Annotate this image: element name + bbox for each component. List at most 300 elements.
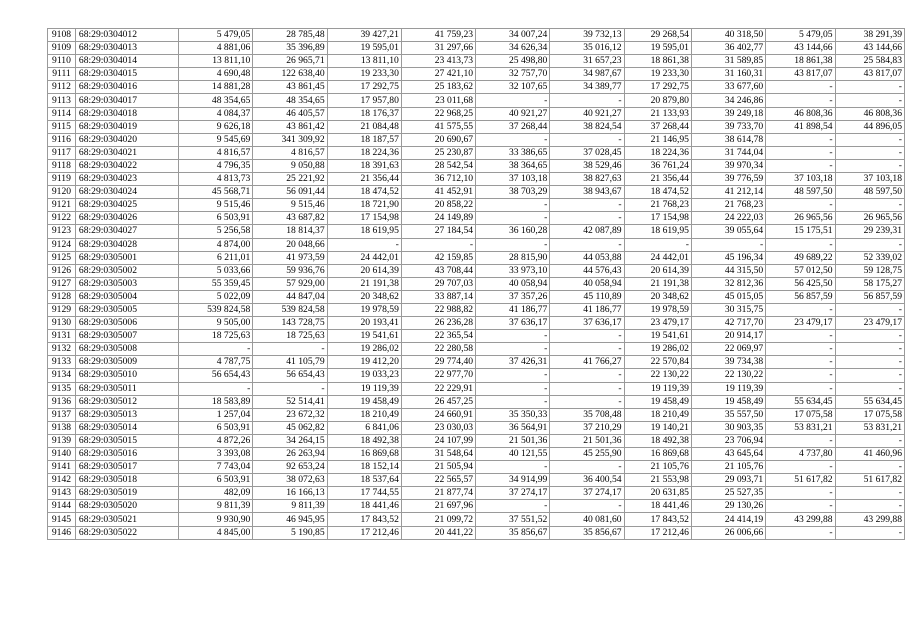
table-row xyxy=(48,408,905,421)
value-cell: 22 130,22 xyxy=(691,369,765,382)
value-cell: 22 570,84 xyxy=(624,356,691,369)
value-cell: 38 824,54 xyxy=(550,120,624,133)
value-cell: 36 564,91 xyxy=(476,421,550,434)
cadastral-number-cell: 68:29:0304024 xyxy=(75,186,178,199)
value-cell: - xyxy=(766,343,835,356)
value-cell: 21 768,23 xyxy=(691,199,765,212)
value-cell: 43 645,64 xyxy=(691,448,765,461)
value-cell: 26 263,94 xyxy=(253,448,327,461)
value-cell: 4 813,73 xyxy=(178,173,252,186)
value-cell: 5 479,05 xyxy=(766,29,835,42)
value-cell: 482,09 xyxy=(178,487,252,500)
value-cell: 56 654,43 xyxy=(178,369,252,382)
value-cell: 24 149,89 xyxy=(401,212,475,225)
value-cell: 4 816,57 xyxy=(253,146,327,159)
value-cell: 33 677,60 xyxy=(691,81,765,94)
value-cell: 35 557,50 xyxy=(691,408,765,421)
value-cell: - xyxy=(835,356,904,369)
value-cell: 4 872,26 xyxy=(178,434,252,447)
value-cell: 41 212,14 xyxy=(691,186,765,199)
value-cell: 9 811,39 xyxy=(253,500,327,513)
value-cell: 19 233,30 xyxy=(327,68,401,81)
value-cell: 38 291,39 xyxy=(835,29,904,42)
value-cell: 21 105,76 xyxy=(624,461,691,474)
value-cell: 57 929,00 xyxy=(253,277,327,290)
value-cell: - xyxy=(766,330,835,343)
value-cell: 41 575,55 xyxy=(401,120,475,133)
row-number-cell: 9133 xyxy=(48,356,76,369)
row-number-cell: 9129 xyxy=(48,303,76,316)
value-cell: 43 687,82 xyxy=(253,212,327,225)
row-number-cell: 9122 xyxy=(48,212,76,225)
value-cell: 18 725,63 xyxy=(178,330,252,343)
value-cell: - xyxy=(766,356,835,369)
value-cell: 21 505,94 xyxy=(401,461,475,474)
value-cell: 3 393,08 xyxy=(178,448,252,461)
value-cell: - xyxy=(624,238,691,251)
row-number-cell: 9114 xyxy=(48,107,76,120)
row-number-cell: 9146 xyxy=(48,526,76,539)
value-cell: - xyxy=(766,199,835,212)
value-cell: 19 119,39 xyxy=(691,382,765,395)
value-cell: 43 144,66 xyxy=(766,42,835,55)
value-cell: 37 268,44 xyxy=(476,120,550,133)
value-cell: 48 597,50 xyxy=(835,186,904,199)
value-cell: - xyxy=(835,343,904,356)
value-cell: 34 389,77 xyxy=(550,81,624,94)
value-cell: 30 315,75 xyxy=(691,303,765,316)
value-cell: 37 028,45 xyxy=(550,146,624,159)
table-row xyxy=(48,251,905,264)
value-cell: 20 614,39 xyxy=(624,264,691,277)
value-cell: 36 160,28 xyxy=(476,225,550,238)
cadastral-number-cell: 68:29:0305015 xyxy=(75,434,178,447)
value-cell: - xyxy=(835,434,904,447)
value-cell: 45 568,71 xyxy=(178,186,252,199)
table-row xyxy=(48,434,905,447)
value-cell: - xyxy=(178,382,252,395)
value-cell: 23 706,94 xyxy=(691,434,765,447)
cadastral-number-cell: 68:29:0305021 xyxy=(75,513,178,526)
value-cell: 4 874,00 xyxy=(178,238,252,251)
cadastral-number-cell: 68:29:0304021 xyxy=(75,146,178,159)
value-cell: 18 492,38 xyxy=(624,434,691,447)
value-cell: 21 356,44 xyxy=(327,173,401,186)
value-cell: 19 119,39 xyxy=(327,382,401,395)
value-cell: 43 817,07 xyxy=(835,68,904,81)
value-cell: 4 816,57 xyxy=(178,146,252,159)
value-cell: 40 921,27 xyxy=(476,107,550,120)
value-cell: 18 861,38 xyxy=(624,55,691,68)
value-cell: 35 708,48 xyxy=(550,408,624,421)
value-cell: - xyxy=(550,133,624,146)
cadastral-number-cell: 68:29:0305008 xyxy=(75,343,178,356)
value-cell: 25 221,92 xyxy=(253,173,327,186)
value-cell: - xyxy=(476,382,550,395)
value-cell: 31 297,66 xyxy=(401,42,475,55)
value-cell: 55 634,45 xyxy=(835,395,904,408)
value-cell: - xyxy=(476,238,550,251)
value-cell: 24 442,01 xyxy=(327,251,401,264)
cadastral-number-cell: 68:29:0304020 xyxy=(75,133,178,146)
row-number-cell: 9132 xyxy=(48,343,76,356)
value-cell: 20 348,62 xyxy=(327,290,401,303)
value-cell: 38 703,29 xyxy=(476,186,550,199)
value-cell: 52 339,02 xyxy=(835,251,904,264)
value-cell: 28 815,90 xyxy=(476,251,550,264)
value-cell: 31 589,85 xyxy=(691,55,765,68)
value-cell: - xyxy=(476,94,550,107)
value-cell: 40 081,60 xyxy=(550,513,624,526)
value-cell: 51 617,82 xyxy=(766,474,835,487)
value-cell: 16 869,68 xyxy=(624,448,691,461)
value-cell: 37 103,18 xyxy=(835,173,904,186)
value-cell: 22 229,91 xyxy=(401,382,475,395)
value-cell: - xyxy=(253,382,327,395)
value-cell: 39 249,18 xyxy=(691,107,765,120)
value-cell: 36 402,77 xyxy=(691,42,765,55)
value-cell: 341 309,92 xyxy=(253,133,327,146)
cadastral-number-cell: 68:29:0304026 xyxy=(75,212,178,225)
value-cell: 43 861,45 xyxy=(253,81,327,94)
value-cell: - xyxy=(476,343,550,356)
value-cell: 539 824,58 xyxy=(178,303,252,316)
value-cell: 5 033,66 xyxy=(178,264,252,277)
value-cell: 5 479,05 xyxy=(178,29,252,42)
value-cell: 18 391,63 xyxy=(327,159,401,172)
value-cell: 6 503,91 xyxy=(178,212,252,225)
row-number-cell: 9109 xyxy=(48,42,76,55)
value-cell: 21 133,93 xyxy=(624,107,691,120)
value-cell: - xyxy=(550,369,624,382)
value-cell: 18 537,64 xyxy=(327,474,401,487)
value-cell: 20 858,22 xyxy=(401,199,475,212)
value-cell: 41 898,54 xyxy=(766,120,835,133)
cadastral-value-table xyxy=(47,28,905,540)
value-cell: 19 119,39 xyxy=(624,382,691,395)
table-row xyxy=(48,68,905,81)
value-cell: 46 808,36 xyxy=(835,107,904,120)
value-cell: 20 193,41 xyxy=(327,317,401,330)
value-cell: 28 542,54 xyxy=(401,159,475,172)
cadastral-number-cell: 68:29:0305017 xyxy=(75,461,178,474)
value-cell: 4 796,35 xyxy=(178,159,252,172)
value-cell: 18 187,57 xyxy=(327,133,401,146)
value-cell: 20 048,66 xyxy=(253,238,327,251)
value-cell: 19 595,01 xyxy=(327,42,401,55)
table-row xyxy=(48,81,905,94)
cadastral-number-cell: 68:29:0305020 xyxy=(75,500,178,513)
value-cell: 6 841,06 xyxy=(327,421,401,434)
value-cell: 18 814,37 xyxy=(253,225,327,238)
value-cell: 36 761,24 xyxy=(624,159,691,172)
value-cell: 18 441,46 xyxy=(624,500,691,513)
table-row xyxy=(48,395,905,408)
value-cell: - xyxy=(766,133,835,146)
value-cell: 44 847,04 xyxy=(253,290,327,303)
value-cell: 21 501,36 xyxy=(476,434,550,447)
cadastral-number-cell: 68:29:0305007 xyxy=(75,330,178,343)
value-cell: 17 154,98 xyxy=(624,212,691,225)
value-cell: - xyxy=(550,212,624,225)
cadastral-number-cell: 68:29:0305003 xyxy=(75,277,178,290)
value-cell: 29 130,26 xyxy=(691,500,765,513)
table-row xyxy=(48,356,905,369)
value-cell: 9 626,18 xyxy=(178,120,252,133)
row-number-cell: 9137 xyxy=(48,408,76,421)
value-cell: 43 861,42 xyxy=(253,120,327,133)
row-number-cell: 9120 xyxy=(48,186,76,199)
value-cell: 24 107,99 xyxy=(401,434,475,447)
value-cell: - xyxy=(766,487,835,500)
value-cell: - xyxy=(253,343,327,356)
value-cell: 4 737,80 xyxy=(766,448,835,461)
value-cell: 19 595,01 xyxy=(624,42,691,55)
value-cell: 40 921,27 xyxy=(550,107,624,120)
value-cell: 37 103,18 xyxy=(766,173,835,186)
value-cell: 43 708,44 xyxy=(401,264,475,277)
value-cell: - xyxy=(766,461,835,474)
value-cell: 41 766,27 xyxy=(550,356,624,369)
table-row xyxy=(48,317,905,330)
cadastral-number-cell: 68:29:0304013 xyxy=(75,42,178,55)
value-cell: 55 634,45 xyxy=(766,395,835,408)
row-number-cell: 9127 xyxy=(48,277,76,290)
value-cell: 56 857,59 xyxy=(835,290,904,303)
value-cell: 31 657,23 xyxy=(550,55,624,68)
value-cell: 21 146,95 xyxy=(624,133,691,146)
value-cell: 57 012,50 xyxy=(766,264,835,277)
value-cell: 32 757,70 xyxy=(476,68,550,81)
value-cell: 7 743,04 xyxy=(178,461,252,474)
value-cell: - xyxy=(476,212,550,225)
value-cell: 41 452,91 xyxy=(401,186,475,199)
row-number-cell: 9141 xyxy=(48,461,76,474)
table-row xyxy=(48,186,905,199)
row-number-cell: 9135 xyxy=(48,382,76,395)
value-cell: 31 548,64 xyxy=(401,448,475,461)
value-cell: 25 498,80 xyxy=(476,55,550,68)
value-cell: 35 016,12 xyxy=(550,42,624,55)
table-row xyxy=(48,513,905,526)
value-cell: - xyxy=(476,461,550,474)
value-cell: 21 191,38 xyxy=(327,277,401,290)
value-cell: 19 286,02 xyxy=(624,343,691,356)
value-cell: 29 774,40 xyxy=(401,356,475,369)
table-row xyxy=(48,225,905,238)
row-number-cell: 9123 xyxy=(48,225,76,238)
value-cell: - xyxy=(476,500,550,513)
cadastral-number-cell: 68:29:0305016 xyxy=(75,448,178,461)
value-cell: 539 824,58 xyxy=(253,303,327,316)
value-cell: 9 811,39 xyxy=(178,500,252,513)
value-cell: 6 503,91 xyxy=(178,421,252,434)
value-cell: - xyxy=(766,500,835,513)
value-cell: 21 697,96 xyxy=(401,500,475,513)
value-cell: - xyxy=(476,369,550,382)
value-cell: 20 614,39 xyxy=(327,264,401,277)
value-cell: 20 441,22 xyxy=(401,526,475,539)
value-cell: - xyxy=(766,159,835,172)
value-cell: 23 479,17 xyxy=(624,317,691,330)
row-number-cell: 9116 xyxy=(48,133,76,146)
cadastral-number-cell: 68:29:0305014 xyxy=(75,421,178,434)
table-row xyxy=(48,487,905,500)
table-row xyxy=(48,159,905,172)
value-cell: 25 584,83 xyxy=(835,55,904,68)
value-cell: 19 233,30 xyxy=(624,68,691,81)
value-cell: - xyxy=(766,526,835,539)
row-number-cell: 9117 xyxy=(48,146,76,159)
value-cell: 36 712,10 xyxy=(401,173,475,186)
value-cell: 56 654,43 xyxy=(253,369,327,382)
table-row xyxy=(48,55,905,68)
cadastral-number-cell: 68:29:0305005 xyxy=(75,303,178,316)
value-cell: 26 965,71 xyxy=(253,55,327,68)
value-cell: 4 845,00 xyxy=(178,526,252,539)
row-number-cell: 9115 xyxy=(48,120,76,133)
value-cell: - xyxy=(766,238,835,251)
value-cell: 41 460,96 xyxy=(835,448,904,461)
cadastral-number-cell: 68:29:0305011 xyxy=(75,382,178,395)
value-cell: 32 107,65 xyxy=(476,81,550,94)
value-cell: 18 210,49 xyxy=(624,408,691,421)
value-cell: - xyxy=(835,199,904,212)
cadastral-number-cell: 68:29:0305002 xyxy=(75,264,178,277)
value-cell: 18 619,95 xyxy=(327,225,401,238)
value-cell: 41 105,79 xyxy=(253,356,327,369)
value-cell: 46 945,95 xyxy=(253,513,327,526)
value-cell: 35 396,89 xyxy=(253,42,327,55)
cadastral-number-cell: 68:29:0304018 xyxy=(75,107,178,120)
table-row xyxy=(48,474,905,487)
cadastral-number-cell: 68:29:0304015 xyxy=(75,68,178,81)
value-cell: 26 236,28 xyxy=(401,317,475,330)
value-cell: 19 978,59 xyxy=(624,303,691,316)
value-cell: 17 292,75 xyxy=(327,81,401,94)
value-cell: 26 965,56 xyxy=(766,212,835,225)
value-cell: 34 914,99 xyxy=(476,474,550,487)
value-cell: 1 257,04 xyxy=(178,408,252,421)
table-row xyxy=(48,29,905,42)
value-cell: - xyxy=(550,199,624,212)
value-cell: - xyxy=(835,238,904,251)
value-cell: 37 274,17 xyxy=(476,487,550,500)
value-cell: 18 474,52 xyxy=(327,186,401,199)
value-cell: 19 541,61 xyxy=(327,330,401,343)
value-cell: 14 881,28 xyxy=(178,81,252,94)
value-cell: 22 968,25 xyxy=(401,107,475,120)
value-cell: 38 529,46 xyxy=(550,159,624,172)
value-cell: 20 631,85 xyxy=(624,487,691,500)
cadastral-number-cell: 68:29:0305004 xyxy=(75,290,178,303)
value-cell: - xyxy=(835,146,904,159)
value-cell: 37 357,26 xyxy=(476,290,550,303)
value-cell: 25 230,87 xyxy=(401,146,475,159)
cadastral-number-cell: 68:29:0304022 xyxy=(75,159,178,172)
value-cell: 18 224,36 xyxy=(624,146,691,159)
value-cell: 9 545,69 xyxy=(178,133,252,146)
value-cell: 20 879,80 xyxy=(624,94,691,107)
row-number-cell: 9130 xyxy=(48,317,76,330)
value-cell: 41 973,59 xyxy=(253,251,327,264)
value-cell: - xyxy=(476,395,550,408)
value-cell: 35 856,67 xyxy=(550,526,624,539)
cadastral-number-cell: 68:29:0304027 xyxy=(75,225,178,238)
value-cell: 40 121,55 xyxy=(476,448,550,461)
value-cell: 35 350,33 xyxy=(476,408,550,421)
table-row xyxy=(48,303,905,316)
row-number-cell: 9136 xyxy=(48,395,76,408)
value-cell: 17 075,58 xyxy=(766,408,835,421)
row-number-cell: 9128 xyxy=(48,290,76,303)
value-cell: - xyxy=(476,133,550,146)
value-cell: 39 776,59 xyxy=(691,173,765,186)
value-cell: 23 030,03 xyxy=(401,421,475,434)
row-number-cell: 9118 xyxy=(48,159,76,172)
row-number-cell: 9139 xyxy=(48,434,76,447)
value-cell: - xyxy=(476,330,550,343)
cadastral-number-cell: 68:29:0305001 xyxy=(75,251,178,264)
value-cell: - xyxy=(550,461,624,474)
cadastral-number-cell: 68:29:0305019 xyxy=(75,487,178,500)
cadastral-number-cell: 68:29:0305010 xyxy=(75,369,178,382)
value-cell: - xyxy=(835,81,904,94)
row-number-cell: 9140 xyxy=(48,448,76,461)
value-cell: - xyxy=(766,146,835,159)
value-cell: 25 183,62 xyxy=(401,81,475,94)
value-cell: - xyxy=(835,133,904,146)
value-cell: 26 965,56 xyxy=(835,212,904,225)
value-cell: 44 576,43 xyxy=(550,264,624,277)
value-cell: - xyxy=(835,303,904,316)
value-cell: 43 299,88 xyxy=(766,513,835,526)
value-cell: 18 725,63 xyxy=(253,330,327,343)
value-cell: - xyxy=(550,330,624,343)
value-cell: 39 733,70 xyxy=(691,120,765,133)
row-number-cell: 9144 xyxy=(48,500,76,513)
value-cell: 39 734,38 xyxy=(691,356,765,369)
value-cell: 27 184,54 xyxy=(401,225,475,238)
value-cell: 46 808,36 xyxy=(766,107,835,120)
value-cell: 4 084,37 xyxy=(178,107,252,120)
value-cell: - xyxy=(178,343,252,356)
cadastral-number-cell: 68:29:0305006 xyxy=(75,317,178,330)
value-cell: - xyxy=(766,434,835,447)
table-row xyxy=(48,146,905,159)
value-cell: 18 721,90 xyxy=(327,199,401,212)
row-number-cell: 9121 xyxy=(48,199,76,212)
value-cell: - xyxy=(691,238,765,251)
cadastral-number-cell: 68:29:0305012 xyxy=(75,395,178,408)
value-cell: 49 689,22 xyxy=(766,251,835,264)
value-cell: 33 887,14 xyxy=(401,290,475,303)
value-cell: 21 553,98 xyxy=(624,474,691,487)
value-cell: 53 831,21 xyxy=(835,421,904,434)
value-cell: 37 274,17 xyxy=(550,487,624,500)
value-cell: 24 442,01 xyxy=(624,251,691,264)
value-cell: 17 075,58 xyxy=(835,408,904,421)
value-cell: 35 856,67 xyxy=(476,526,550,539)
table-row xyxy=(48,107,905,120)
value-cell: 38 072,63 xyxy=(253,474,327,487)
value-cell: 38 827,63 xyxy=(550,173,624,186)
table-row xyxy=(48,382,905,395)
value-cell: 34 264,15 xyxy=(253,434,327,447)
value-cell: 20 914,17 xyxy=(691,330,765,343)
value-cell: 19 412,20 xyxy=(327,356,401,369)
value-cell: 45 015,05 xyxy=(691,290,765,303)
